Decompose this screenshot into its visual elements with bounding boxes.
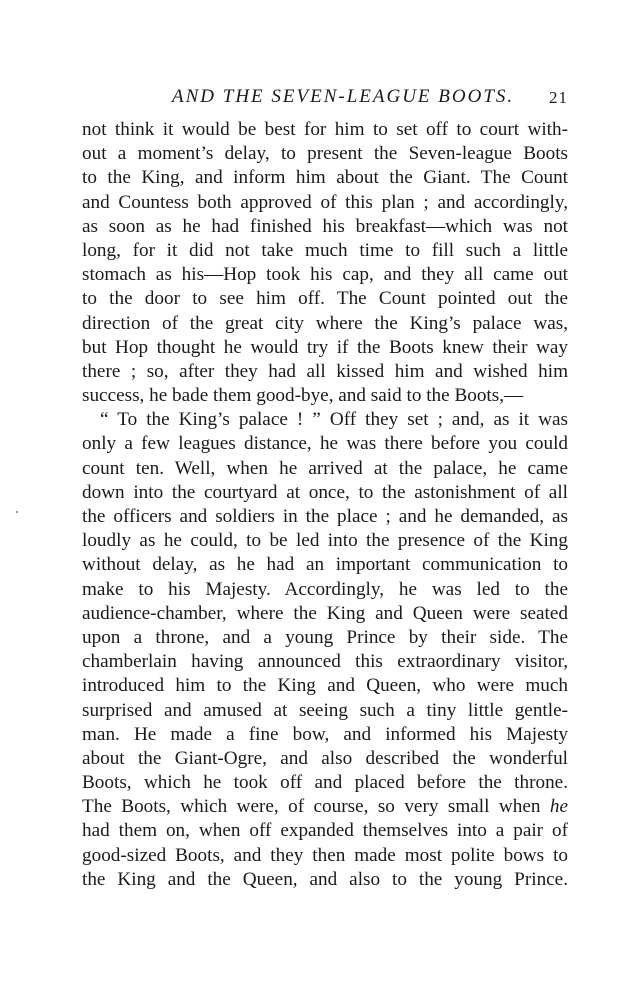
text-line: there ; so, after they had all kissed him and wished him bbox=[82, 360, 568, 382]
text-line: not think it would be best for him to set off to court with- bbox=[82, 119, 568, 140]
running-title: AND THE SEVEN-LEAGUE BOOTS. bbox=[172, 86, 515, 107]
text-line: but Hop thought he would try if the Boots knew their way bbox=[82, 336, 568, 358]
text-line: chamberlain having announced this extraordinary visitor, bbox=[82, 651, 568, 673]
text-line: loudly as he could, to be led into the presence of the King bbox=[82, 530, 568, 552]
text-line: surprised and amused at seeing such a tiny little gentle- bbox=[82, 699, 568, 721]
margin-speck bbox=[16, 511, 18, 513]
text-line: without delay, as he had an important communication to bbox=[82, 554, 568, 576]
text-line: long, for it did not take much time to fill such a little bbox=[82, 239, 568, 261]
text-line: to the door to see him off. The Count pointed out the bbox=[82, 288, 568, 310]
text-line: the King and the Queen, and also to the young Prince. bbox=[82, 868, 568, 890]
text-line: stomach as his—Hop took his cap, and they all came out bbox=[82, 264, 568, 286]
text-line: success, he bade them good-bye, and said to the Boots,— bbox=[82, 385, 524, 407]
text-line: audience-chamber, where the King and Queen were seated bbox=[82, 602, 568, 624]
text-line: make to his Majesty. Accordingly, he was led to the bbox=[82, 578, 568, 600]
text-line: count ten. Well, when he arrived at the palace, he came bbox=[82, 457, 568, 479]
text-line: had them on, when off expanded themselves into a pair of bbox=[82, 820, 568, 842]
text-line: to the King, and inform him about the Giant. The Count bbox=[82, 167, 568, 189]
text-line: about the Giant-Ogre, and also described the wonderful bbox=[82, 747, 568, 769]
text-line: the officers and soldiers in the place ; and he demanded, as bbox=[82, 506, 568, 527]
running-head bbox=[82, 86, 568, 110]
emphasis: he bbox=[549, 796, 568, 818]
text-line: The Boots, which were, of course, so very small when he bbox=[82, 796, 568, 818]
page-number: 21 bbox=[549, 88, 568, 107]
text-line: introduced him to the King and Queen, who were much bbox=[82, 675, 568, 697]
body-text bbox=[82, 118, 568, 892]
text-line: “ To the King’s palace ! ” Off they set ; and, as it was bbox=[100, 409, 568, 431]
text-line: direction of the great city where the King’s palace was, bbox=[82, 312, 568, 334]
text-line: man. He made a fine bow, and informed his Majesty bbox=[82, 723, 568, 745]
text-line: Boots, which he took off and placed before the throne. bbox=[82, 772, 568, 794]
text-line: and Countess both approved of this plan ; and accordingly, bbox=[82, 191, 568, 213]
text-line: down into the courtyard at once, to the astonishment of all bbox=[82, 481, 568, 503]
text-line: good-sized Boots, and they then made most polite bows to bbox=[82, 844, 568, 866]
text-line: out a moment’s delay, to present the Seven-league Boots bbox=[82, 143, 568, 165]
text-line: only a few leagues distance, he was there before you could bbox=[82, 433, 568, 455]
text-line: as soon as he had finished his breakfast—which was not bbox=[82, 215, 568, 237]
text-line: upon a throne, and a young Prince by their side. The bbox=[82, 626, 568, 648]
